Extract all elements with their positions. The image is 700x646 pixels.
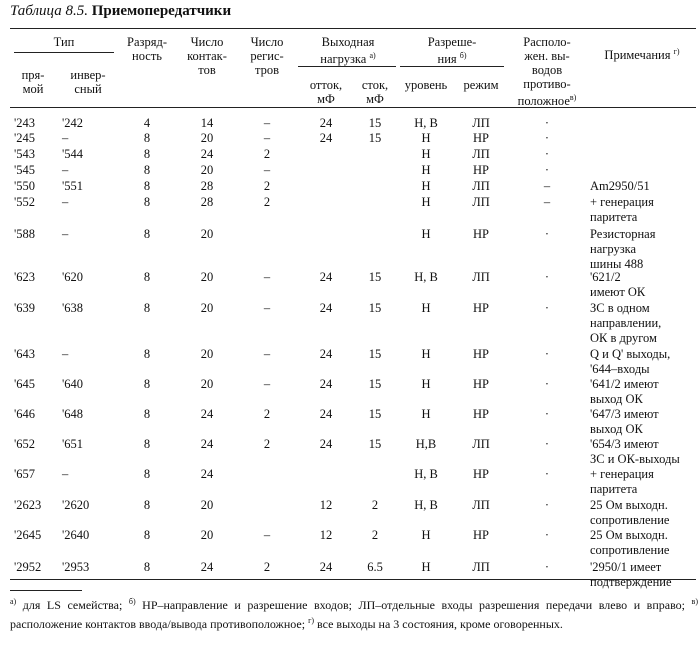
cell-opposite: ·: [544, 437, 550, 451]
cell-level: Н: [421, 147, 431, 161]
cell-level: Н: [421, 407, 431, 421]
cell-opposite: ·: [544, 377, 550, 391]
cell-bits: 8: [143, 270, 151, 284]
cell-bits: 8: [143, 377, 151, 391]
cell-pins: 28: [200, 179, 214, 193]
cell-opposite: ·: [544, 467, 550, 481]
footnote-b-text: НР–направление и разрешение входов; ЛП–отдельные входы разрешения передачи влево и вправо;: [135, 598, 692, 612]
cell-mode: ЛП: [472, 195, 490, 209]
cell-bits: 8: [143, 528, 151, 542]
cell-pins: 20: [200, 131, 214, 145]
cell-inverse: '242: [62, 116, 84, 130]
cell-pins: 24: [200, 437, 214, 451]
cell-mode: НР: [473, 301, 489, 315]
cell-registers: 2: [263, 560, 271, 574]
header-bits: Разряд- ность: [127, 35, 167, 63]
cell-sink: 6.5: [367, 560, 383, 574]
cell-level: Н, В: [414, 498, 438, 512]
cell-note: Резисторная нагрузка шины 488: [590, 227, 656, 271]
cell-mode: ЛП: [472, 179, 490, 193]
cell-direct: '552: [14, 195, 36, 209]
cell-pins: 20: [200, 377, 214, 391]
header-enable-label: Разреше- ния: [427, 35, 477, 67]
cell-opposite: ·: [544, 347, 550, 361]
cell-registers: 2: [263, 407, 271, 421]
cell-note: '2950/1 имеет подтверждение: [590, 560, 672, 589]
table-caption-label: Таблица 8.5.: [10, 3, 88, 19]
cell-direct: '645: [14, 377, 36, 391]
cell-direct: '657: [14, 467, 36, 481]
cell-pins: 20: [200, 227, 214, 241]
cell-registers: –: [263, 347, 271, 361]
cell-note: '647/3 имеют выход ОК: [590, 407, 659, 436]
cell-bits: 8: [143, 227, 151, 241]
cell-inverse: –: [62, 227, 69, 241]
footnote-a-mark: а): [10, 597, 17, 606]
table-bottom-rule: [10, 579, 696, 580]
header-load-source: отток, мФ: [309, 78, 343, 106]
cell-bits: 8: [143, 498, 151, 512]
header-opposite-mark: в): [569, 93, 577, 102]
cell-opposite: –: [543, 195, 551, 209]
cell-inverse: '544: [62, 147, 84, 161]
cell-bits: 8: [143, 407, 151, 421]
cell-direct: '245: [14, 131, 36, 145]
table-top-rule: [10, 28, 696, 29]
cell-direct: '2623: [14, 498, 42, 512]
cell-pins: 14: [200, 116, 214, 130]
cell-direct: '588: [14, 227, 36, 241]
header-enable: [400, 35, 504, 66]
cell-level: Н: [421, 301, 431, 315]
header-notes-mark: г): [673, 47, 680, 56]
cell-note: Q и Q' выходы, '644–входы: [590, 347, 671, 376]
cell-note: ЗС в одном направлении, ОК в другом: [590, 301, 662, 345]
header-load-label: Выходная нагрузка: [320, 35, 375, 67]
cell-opposite: ·: [544, 560, 550, 574]
cell-inverse: '640: [62, 377, 84, 391]
header-bottom-rule: [10, 107, 696, 108]
cell-opposite: –: [543, 179, 551, 193]
cell-source: 24: [319, 347, 333, 361]
cell-registers: 2: [263, 179, 271, 193]
cell-level: Н,В: [415, 437, 437, 451]
cell-direct: '243: [14, 116, 36, 130]
cell-registers: –: [263, 131, 271, 145]
cell-mode: НР: [473, 528, 489, 542]
cell-sink: 15: [368, 270, 382, 284]
cell-registers: –: [263, 116, 271, 130]
cell-sink: 15: [368, 116, 382, 130]
cell-note: + генерация паритета: [590, 467, 654, 496]
cell-bits: 8: [143, 347, 151, 361]
cell-level: Н: [421, 560, 431, 574]
header-pins: Число контак- тов: [187, 35, 227, 77]
cell-registers: 2: [263, 195, 271, 209]
table-caption: [10, 3, 231, 20]
cell-level: Н: [421, 179, 431, 193]
cell-pins: 20: [200, 301, 214, 315]
cell-bits: 4: [143, 116, 151, 130]
cell-opposite: ·: [544, 147, 550, 161]
cell-direct: '2952: [14, 560, 42, 574]
header-type-rule: [14, 52, 114, 53]
cell-source: 24: [319, 116, 333, 130]
cell-inverse: '638: [62, 301, 84, 315]
cell-note: Am2950/51: [590, 179, 650, 193]
cell-inverse: '2953: [62, 560, 90, 574]
cell-pins: 20: [200, 270, 214, 284]
table-caption-title: Приемопередатчики: [91, 3, 232, 19]
cell-level: Н: [421, 528, 431, 542]
header-inverse: инвер- сный: [70, 68, 106, 96]
cell-mode: НР: [473, 163, 489, 177]
cell-source: 12: [319, 498, 333, 512]
cell-note: '654/3 имеют ЗС и ОК-выходы: [590, 437, 680, 466]
cell-opposite: ·: [544, 528, 550, 542]
cell-registers: –: [263, 163, 271, 177]
cell-registers: –: [263, 301, 271, 315]
cell-mode: ЛП: [472, 560, 490, 574]
cell-bits: 8: [143, 163, 151, 177]
cell-source: 24: [319, 437, 333, 451]
cell-opposite: ·: [544, 498, 550, 512]
header-enable-rule: [400, 66, 504, 67]
cell-sink: 15: [368, 407, 382, 421]
header-enable-mode: режим: [463, 78, 499, 92]
header-opposite-label: Располо- жен. вы- водов противо- положное: [517, 35, 571, 109]
cell-source: 12: [319, 528, 333, 542]
cell-direct: '652: [14, 437, 36, 451]
cell-level: Н: [421, 347, 431, 361]
cell-direct: '545: [14, 163, 36, 177]
cell-pins: 20: [200, 347, 214, 361]
header-notes: [588, 45, 696, 62]
cell-registers: –: [263, 528, 271, 542]
cell-mode: НР: [473, 407, 489, 421]
cell-inverse: '648: [62, 407, 84, 421]
footnote-b-mark: б): [128, 597, 136, 606]
cell-opposite: ·: [544, 163, 550, 177]
cell-pins: 24: [200, 147, 214, 161]
cell-registers: –: [263, 377, 271, 391]
cell-level: Н: [421, 163, 431, 177]
cell-pins: 20: [200, 498, 214, 512]
cell-registers: 2: [263, 147, 271, 161]
cell-bits: 8: [143, 301, 151, 315]
cell-inverse: –: [62, 163, 69, 177]
cell-bits: 8: [143, 560, 151, 574]
header-load: [298, 35, 398, 66]
cell-pins: 24: [200, 467, 214, 481]
cell-registers: –: [263, 270, 271, 284]
cell-sink: 15: [368, 301, 382, 315]
header-opposite: [508, 35, 586, 108]
cell-source: 24: [319, 407, 333, 421]
cell-mode: ЛП: [472, 437, 490, 451]
header-registers: Число регис- тров: [250, 35, 284, 77]
cell-note: + генерация паритета: [590, 195, 654, 224]
cell-level: Н: [421, 227, 431, 241]
cell-pins: 20: [200, 163, 214, 177]
cell-note: '641/2 имеют выход ОК: [590, 377, 659, 406]
cell-mode: ЛП: [472, 116, 490, 130]
cell-direct: '639: [14, 301, 36, 315]
cell-pins: 24: [200, 407, 214, 421]
footnote-rule: [10, 590, 82, 591]
cell-pins: 20: [200, 528, 214, 542]
cell-source: 24: [319, 560, 333, 574]
cell-bits: 8: [143, 437, 151, 451]
cell-direct: '643: [14, 347, 36, 361]
cell-source: 24: [319, 377, 333, 391]
footnote-d-mark: г): [308, 616, 315, 625]
cell-sink: 15: [368, 347, 382, 361]
cell-mode: ЛП: [472, 270, 490, 284]
cell-note: 25 Ом выходн. сопротивление: [590, 498, 670, 527]
cell-inverse: –: [62, 347, 69, 361]
cell-source: 24: [319, 131, 333, 145]
header-load-mark: а): [369, 51, 376, 60]
cell-level: Н, В: [414, 467, 438, 481]
cell-inverse: –: [62, 131, 69, 145]
footnote-a-text: для LS семейства;: [16, 598, 129, 612]
header-load-rule: [298, 66, 396, 67]
header-load-sink: сток, мФ: [361, 78, 389, 106]
cell-opposite: ·: [544, 131, 550, 145]
cell-note: 25 Ом выходн. сопротивление: [590, 528, 670, 557]
cell-opposite: ·: [544, 301, 550, 315]
footnotes: [10, 594, 698, 632]
cell-inverse: –: [62, 467, 69, 481]
cell-level: Н: [421, 131, 431, 145]
footnote-c-text: расположение контактов ввода/вывода противоположное;: [10, 617, 309, 631]
cell-mode: ЛП: [472, 498, 490, 512]
cell-opposite: ·: [544, 116, 550, 130]
header-enable-level: уровень: [404, 78, 448, 92]
cell-note: '621/2 имеют ОК: [590, 270, 646, 299]
cell-opposite: ·: [544, 227, 550, 241]
cell-mode: НР: [473, 131, 489, 145]
cell-bits: 8: [143, 467, 151, 481]
cell-pins: 28: [200, 195, 214, 209]
cell-level: Н, В: [414, 270, 438, 284]
cell-sink: 15: [368, 437, 382, 451]
cell-sink: 2: [371, 528, 379, 542]
cell-sink: 15: [368, 131, 382, 145]
cell-source: 24: [319, 301, 333, 315]
cell-inverse: '2620: [62, 498, 90, 512]
cell-bits: 8: [143, 179, 151, 193]
cell-bits: 8: [143, 147, 151, 161]
cell-direct: '646: [14, 407, 36, 421]
cell-direct: '623: [14, 270, 36, 284]
cell-inverse: '620: [62, 270, 84, 284]
cell-bits: 8: [143, 195, 151, 209]
cell-mode: НР: [473, 467, 489, 481]
cell-source: 24: [319, 270, 333, 284]
cell-mode: ЛП: [472, 147, 490, 161]
cell-bits: 8: [143, 131, 151, 145]
cell-level: Н: [421, 195, 431, 209]
cell-inverse: '2640: [62, 528, 90, 542]
cell-sink: 15: [368, 377, 382, 391]
cell-level: Н, В: [414, 116, 438, 130]
footnote-d-text: все выходы на 3 состояния, кроме оговоренных.: [314, 617, 563, 631]
header-notes-label: Примечания: [604, 48, 671, 63]
cell-inverse: '651: [62, 437, 84, 451]
cell-pins: 24: [200, 560, 214, 574]
cell-mode: НР: [473, 227, 489, 241]
cell-mode: НР: [473, 377, 489, 391]
cell-opposite: ·: [544, 407, 550, 421]
cell-inverse: –: [62, 195, 69, 209]
header-enable-mark: б): [459, 51, 467, 60]
cell-direct: '2645: [14, 528, 42, 542]
cell-level: Н: [421, 377, 431, 391]
header-direct: пря- мой: [21, 68, 45, 96]
cell-registers: 2: [263, 437, 271, 451]
footnote-c-mark: в): [691, 597, 698, 606]
cell-opposite: ·: [544, 270, 550, 284]
cell-sink: 2: [371, 498, 379, 512]
cell-direct: '543: [14, 147, 36, 161]
cell-mode: НР: [473, 347, 489, 361]
cell-direct: '550: [14, 179, 36, 193]
cell-inverse: '551: [62, 179, 84, 193]
header-type: Тип: [53, 35, 75, 49]
